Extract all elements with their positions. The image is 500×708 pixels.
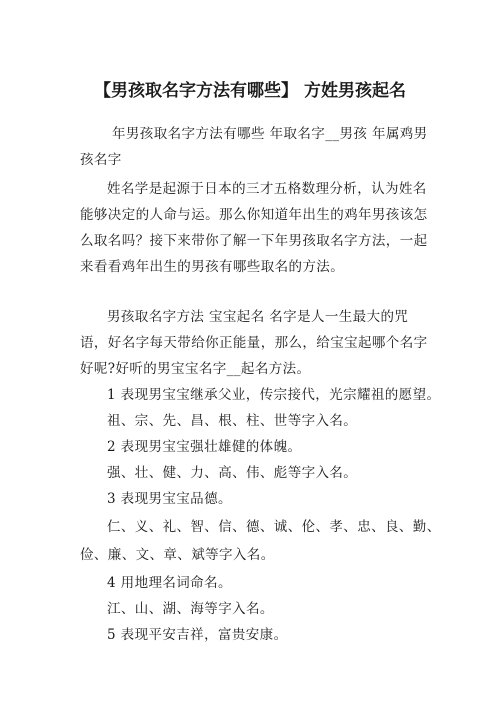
document-title: 【男孩取名字方法有哪些】 方姓男孩起名 <box>94 81 406 101</box>
paragraph-line: 能够决定的人命与运。那么你知道年出生的鸡年男孩该怎 <box>80 207 428 223</box>
list-item: 江、山、湖、海等字入名。 <box>107 601 274 617</box>
paragraph-line: 男孩取名字方法 宝宝起名 名字是人一生最大的咒 <box>107 309 409 325</box>
list-item: 强、壮、健、力、高、伟、彪等字入名。 <box>107 465 358 481</box>
list-item: 仁、义、礼、智、信、德、诚、伦、孝、忠、良、勤、 <box>107 519 441 535</box>
list-item: 祖、宗、先、昌、根、柱、世等字入名。 <box>107 413 358 429</box>
list-item: 5 表现平安吉祥，富贵安康。 <box>107 627 288 643</box>
paragraph-line: 孩名字 <box>80 152 122 168</box>
paragraph-line: 来看看鸡年出生的男孩有哪些取名的方法。 <box>80 259 345 275</box>
paragraph-line: 好呢?好听的男宝宝名字__起名方法。 <box>80 361 311 377</box>
list-item: 1 表现男宝宝继承父业，传宗接代，光宗耀祖的愿望。 <box>107 387 441 403</box>
list-item: 俭、廉、文、章、斌等字入名。 <box>80 547 275 563</box>
list-item: 3 表现男宝宝品德。 <box>107 491 232 507</box>
paragraph-line: 么取名吗？接下来带你了解一下年男孩取名字方法，一起 <box>80 233 428 249</box>
paragraph-line: 年男孩取名字方法有哪些 年取名字__男孩 年属鸡男 <box>112 126 428 142</box>
paragraph-line: 姓名学是起源于日本的三才五格数理分析，认为姓名 <box>107 181 427 197</box>
paragraph-line: 语，好名字每天带给你正能量，那么，给宝宝起哪个名字 <box>80 335 428 351</box>
list-item: 2 表现男宝宝强壮雄健的体魄。 <box>107 439 302 455</box>
list-item: 4 用地理名词命名。 <box>107 575 232 591</box>
